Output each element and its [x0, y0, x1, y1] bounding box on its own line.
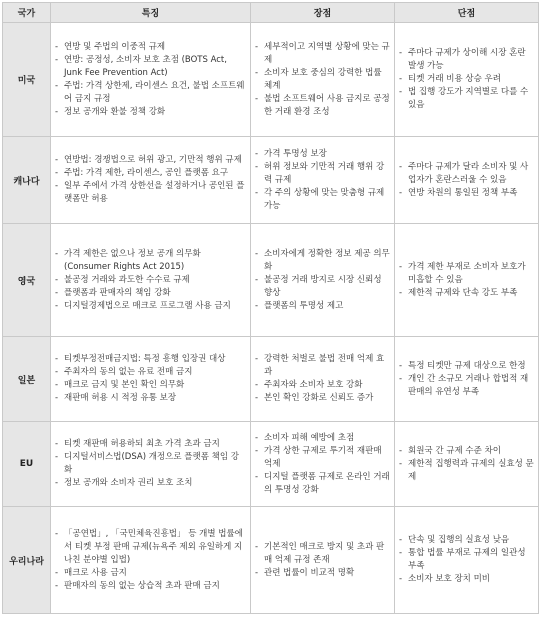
features-cell: [51, 23, 251, 137]
comparison-table: [2, 2, 539, 614]
pros-cell: [251, 337, 395, 422]
table-row: [3, 507, 539, 614]
pros-cell: [251, 23, 395, 137]
list-item: - 플랫폼의 투명성 제고: [255, 300, 390, 313]
list-item: - 가격 제한 부재로 소비자 보호가 미흡할 수 있음: [399, 261, 534, 287]
list-item: - 연방: 공정성, 소비자 보호 초점 (BOTS Act, Junk Fee Prevention Act): [55, 54, 246, 80]
cons-cell: [395, 137, 539, 224]
list-item: - 정보 공개와 소비자 권리 보호 조치: [55, 477, 246, 490]
features-cell: [51, 337, 251, 422]
list-item: - 허위 정보와 기만적 거래 행위 강력 규제: [255, 161, 390, 187]
features-cell: [51, 137, 251, 224]
list-item: - 플랫폼과 판매자의 책임 강화: [55, 287, 246, 300]
list-item: - 소비자 피해 예방에 초점: [255, 432, 390, 445]
features-cell: [51, 507, 251, 614]
list-item: - 주법: 가격 제한, 라이센스, 공인 플랫폼 요구: [55, 167, 246, 180]
list-item: - 매크로 사용 금지: [55, 567, 246, 580]
country-cell: 영국: [3, 224, 51, 337]
list-item: - 주최자의 동의 없는 유료 전매 금지: [55, 366, 246, 379]
table-row: [3, 422, 539, 507]
pros-cell: [251, 224, 395, 337]
list-item: - 디지털경제법으로 매크로 프로그램 사용 금지: [55, 300, 246, 313]
country-cell: 우리나라: [3, 507, 51, 614]
list-item: - 회원국 간 규제 수준 차이: [399, 445, 534, 458]
list-item: - 기본적인 매크로 방지 및 초과 판매 억제 규정 존재: [255, 541, 390, 567]
list-item: - 제한적 집행력과 규제의 실효성 문제: [399, 458, 534, 484]
header-row: [3, 3, 539, 23]
list-item: - 제한적 규제와 단속 강도 부족: [399, 287, 534, 300]
list-item: - 소비자 보호 장치 미비: [399, 573, 534, 586]
features-cell: [51, 224, 251, 337]
list-item: - 본인 확인 강화로 신뢰도 증가: [255, 392, 390, 405]
list-item: - 소비자 보호 중심의 강력한 법률 체계: [255, 67, 390, 93]
cons-cell: [395, 224, 539, 337]
country-cell: 미국: [3, 23, 51, 137]
pros-cell: [251, 507, 395, 614]
list-item: - 개인 간 소규모 거래나 합법적 재판매의 유연성 부족: [399, 373, 534, 399]
header-cons: 단점: [395, 3, 539, 23]
table-row: [3, 137, 539, 224]
table-row: [3, 23, 539, 137]
list-item: - 소비자에게 정확한 정보 제공 의무화: [255, 248, 390, 274]
list-item: - 불공정 거래 방지로 시장 신뢰성 향상: [255, 274, 390, 300]
list-item: - 디지털 플랫폼 규제로 온라인 거래의 투명성 강화: [255, 471, 390, 497]
list-item: - 주마다 규제가 달라 소비자 및 사업자가 혼란스러울 수 있음: [399, 161, 534, 187]
list-item: - 디지털서비스법(DSA) 개정으로 플랫폼 책임 강화: [55, 451, 246, 477]
cons-cell: [395, 337, 539, 422]
pros-cell: [251, 422, 395, 507]
list-item: - 일부 주에서 가격 상한선을 설정하거나 공인된 플랫폼만 허용: [55, 180, 246, 206]
country-cell: EU: [3, 422, 51, 507]
list-item: - 가격 투명성 보장: [255, 148, 390, 161]
table-row: [3, 224, 539, 337]
list-item: - 「공연법」, 「국민체육진흥법」 등 개별 법률에서 티켓 부정 판매 규제(뉴욕주 제외 유일하게 지나친 분야별 입법): [55, 528, 246, 567]
cons-cell: [395, 422, 539, 507]
header-country: 국가: [3, 3, 51, 23]
list-item: - 연방 및 주법의 이중적 규제: [55, 41, 246, 54]
cons-cell: [395, 23, 539, 137]
list-item: - 법 집행 강도가 지역별로 다를 수 있음: [399, 86, 534, 112]
list-item: - 판매자의 동의 없는 상습적 초과 판매 금지: [55, 580, 246, 593]
list-item: - 관련 법률이 비교적 명확: [255, 567, 390, 580]
cons-cell: [395, 507, 539, 614]
features-cell: [51, 422, 251, 507]
list-item: - 주마다 규제가 상이해 시장 혼란 발생 가능: [399, 47, 534, 73]
list-item: - 가격 제한은 없으나 정보 공개 의무화 (Consumer Rights Act 2015): [55, 248, 246, 274]
list-item: - 통합 법률 부재로 규제의 일관성 부족: [399, 547, 534, 573]
list-item: - 강력한 처벌로 불법 전매 억제 효과: [255, 353, 390, 379]
list-item: - 가격 상한 규제로 투기적 재판매 억제: [255, 445, 390, 471]
list-item: - 특정 티켓만 규제 대상으로 한정: [399, 360, 534, 373]
list-item: - 매크로 금지 및 본인 확인 의무화: [55, 379, 246, 392]
country-cell: 일본: [3, 337, 51, 422]
list-item: - 주최자와 소비자 보호 강화: [255, 379, 390, 392]
list-item: - 주법: 가격 상한제, 라이센스 요건, 불법 소프트웨어 금지 규정: [55, 80, 246, 106]
country-cell: 캐나다: [3, 137, 51, 224]
list-item: - 불법 소프트웨어 사용 금지로 공정한 거래 환경 조성: [255, 93, 390, 119]
header-features: 특징: [51, 3, 251, 23]
list-item: - 티켓 거래 비용 상승 우려: [399, 73, 534, 86]
list-item: - 연방법: 경쟁법으로 허위 광고, 기만적 행위 규제: [55, 154, 246, 167]
pros-cell: [251, 137, 395, 224]
list-item: - 재판매 허용 시 적정 유통 보장: [55, 392, 246, 405]
header-pros: 장점: [251, 3, 395, 23]
list-item: - 단속 및 집행의 실효성 낮음: [399, 534, 534, 547]
list-item: - 불공정 거래와 과도한 수수료 규제: [55, 274, 246, 287]
list-item: - 티켓 재판매 허용하되 최초 가격 초과 금지: [55, 438, 246, 451]
list-item: - 연방 차원의 통일된 정책 부족: [399, 187, 534, 200]
list-item: - 정보 공개와 환불 정책 강화: [55, 106, 246, 119]
list-item: - 각 주의 상황에 맞는 맞춤형 규제 가능: [255, 187, 390, 213]
list-item: - 티켓부정전매금지법: 특정 흥행 입장권 대상: [55, 353, 246, 366]
list-item: - 세부적이고 지역별 상황에 맞는 규제: [255, 41, 390, 67]
table-row: [3, 337, 539, 422]
